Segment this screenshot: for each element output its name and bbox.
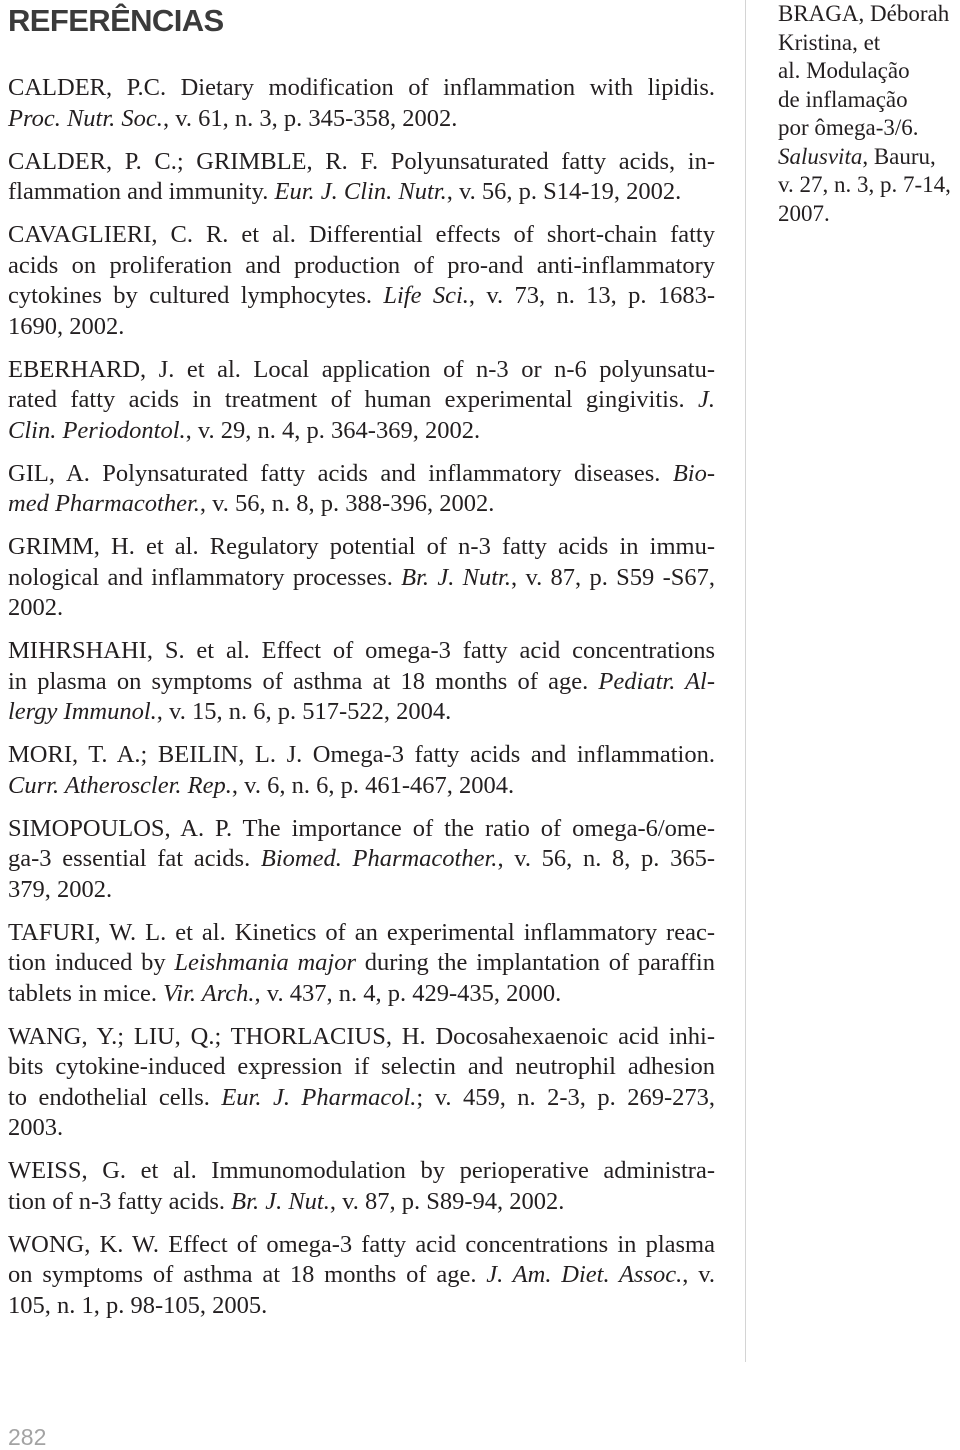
reference-line xyxy=(8,814,715,845)
reference-line xyxy=(8,697,715,728)
text-segment: ga-3 essential fat acids. xyxy=(8,845,261,872)
italic-text: Eur. J. Pharmacol. xyxy=(221,1083,417,1111)
italic-text: med Pharmacother. xyxy=(8,490,200,517)
text-segment: to endothelial cells. xyxy=(8,1083,222,1111)
reference-line xyxy=(8,1291,715,1322)
text-segment: 2003. xyxy=(8,1114,64,1141)
text-segment: flammation and immunity. xyxy=(8,178,275,205)
reference-line xyxy=(8,73,715,104)
reference-line xyxy=(8,177,715,208)
reference-entry xyxy=(8,918,715,1010)
text-segment: EBERHARD, J. et al. Local application of n-3 or n-6 polyunsatu- xyxy=(8,355,715,383)
italic-text: Proc. Nutr. Soc. xyxy=(8,104,163,132)
column-divider xyxy=(745,0,746,1362)
reference-entry xyxy=(8,220,715,342)
text-segment: , v. xyxy=(682,1261,715,1288)
italic-text: J. xyxy=(698,386,715,413)
italic-text: lergy Immunol. xyxy=(8,698,157,725)
text-segment: ; v. 459, n. 2-3, p. 269-273, xyxy=(416,1083,715,1111)
text-segment: , v. 437, n. 4, p. 429-435, 2000. xyxy=(254,979,562,1007)
reference-line xyxy=(8,1052,715,1083)
text-segment: tablets in mice. xyxy=(8,979,164,1007)
reference-entry xyxy=(8,73,715,134)
text-segment: rated fatty acids in treatment of human experimental gingivitis. xyxy=(8,386,698,413)
text-segment: BRAGA, Déborah xyxy=(778,1,950,26)
italic-text: Bio- xyxy=(672,459,715,487)
text-segment: , v. 56, n. 8, p. 388-396, 2002. xyxy=(199,490,495,517)
reference-entry xyxy=(8,1156,715,1217)
citation-line xyxy=(778,57,958,86)
italic-text: Vir. Arch. xyxy=(163,979,255,1007)
citation-line xyxy=(778,171,958,200)
text-segment: 2007. xyxy=(778,200,830,226)
text-segment: on symptoms of asthma at 18 months of age. xyxy=(8,1261,487,1288)
reference-entry xyxy=(8,355,715,447)
reference-line xyxy=(8,251,715,282)
citation-line xyxy=(778,200,958,229)
reference-entry xyxy=(8,1022,715,1144)
text-segment: al. Modulação xyxy=(778,58,910,83)
text-segment: tion of n-3 fatty acids. xyxy=(8,1187,232,1215)
text-segment: , Bauru, xyxy=(862,143,936,169)
reference-line xyxy=(8,385,715,416)
text-segment: WONG, K. W. Effect of omega-3 fatty acid concentrations in plasma xyxy=(8,1230,715,1258)
citation-sidebar xyxy=(778,0,958,228)
text-segment: 105, n. 1, p. 98-105, 2005. xyxy=(8,1291,268,1319)
text-segment: GRIMM, H. et al. Regulatory potential of n-3 fatty acids in immu- xyxy=(8,533,715,560)
reference-line xyxy=(8,1156,715,1187)
reference-line xyxy=(8,636,715,667)
text-segment: tion induced by xyxy=(8,949,175,976)
reference-line xyxy=(8,1083,715,1114)
text-segment: Kristina, et xyxy=(778,29,881,55)
reference-line xyxy=(8,220,715,251)
text-segment: de inflamação xyxy=(778,86,908,112)
citation-line xyxy=(778,86,958,115)
reference-entry xyxy=(8,814,715,906)
text-segment: nological and inflammatory processes. xyxy=(8,563,402,591)
reference-line xyxy=(8,771,715,802)
reference-list xyxy=(8,73,715,1334)
text-segment: v. 27, n. 3, p. 7-14, xyxy=(778,172,951,197)
text-segment: during the implantation of paraffin xyxy=(356,949,715,976)
reference-entry xyxy=(8,147,715,208)
text-segment: 1690, 2002. xyxy=(8,312,125,340)
reference-line xyxy=(8,979,715,1010)
italic-text: Curr. Atheroscler. Rep. xyxy=(8,771,232,799)
text-segment: CALDER, P. C.; GRIMBLE, R. F. Polyunsaturated fatty acids, in- xyxy=(8,147,715,175)
page-title: REFERÊNCIAS xyxy=(8,3,224,38)
text-segment: 2002. xyxy=(8,594,64,621)
citation-line xyxy=(778,0,958,29)
text-segment: WANG, Y.; LIU, Q.; THORLACIUS, H. Docosahexaenoic acid inhi- xyxy=(8,1022,715,1050)
italic-text: Pediatr. Al- xyxy=(598,667,715,695)
reference-line xyxy=(8,1260,715,1291)
citation-line xyxy=(778,114,958,143)
reference-line xyxy=(8,740,715,771)
text-segment: , v. 87, p. S89-94, 2002. xyxy=(329,1187,565,1215)
italic-text: Br. J. Nut. xyxy=(231,1187,330,1215)
text-segment: , v. 56, p. S14-19, 2002. xyxy=(446,178,682,205)
reference-entry xyxy=(8,740,715,801)
text-segment: MORI, T. A.; BEILIN, L. J. Omega-3 fatty acids and inflammation. xyxy=(8,741,715,768)
reference-entry xyxy=(8,532,715,624)
reference-line xyxy=(8,875,715,906)
text-segment: cytokines by cultured lymphocytes. xyxy=(8,282,384,309)
text-segment: , v. 61, n. 3, p. 345-358, 2002. xyxy=(162,104,458,132)
text-segment: , v. 56, n. 8, p. 365- xyxy=(497,845,715,872)
reference-line xyxy=(8,147,715,178)
italic-text: Br. J. Nutr. xyxy=(401,563,512,591)
reference-line xyxy=(8,1113,715,1144)
reference-line xyxy=(8,948,715,979)
reference-line xyxy=(8,1022,715,1053)
text-segment: , v. 15, n. 6, p. 517-522, 2004. xyxy=(156,698,452,725)
reference-line xyxy=(8,532,715,563)
reference-line xyxy=(8,104,715,135)
italic-text: Life Sci. xyxy=(383,282,469,309)
citation-line xyxy=(778,29,958,58)
reference-entry xyxy=(8,459,715,520)
reference-line xyxy=(8,593,715,624)
reference-line xyxy=(8,281,715,312)
page-number: 282 xyxy=(8,1424,47,1450)
text-segment: acids on proliferation and production of pro-and anti-inflammatory xyxy=(8,251,715,279)
text-segment: TAFURI, W. L. et al. Kinetics of an experimental inflammatory reac- xyxy=(8,918,715,946)
text-segment: , v. 87, p. S59 -S67, xyxy=(511,563,715,591)
text-segment: , v. 73, n. 13, p. 1683- xyxy=(468,282,716,309)
reference-line xyxy=(8,667,715,698)
reference-line xyxy=(8,312,715,343)
italic-text: Eur. J. Clin. Nutr. xyxy=(274,178,447,205)
reference-line xyxy=(8,1230,715,1261)
text-segment: GIL, A. Polynsaturated fatty acids and inflammatory diseases. xyxy=(8,459,673,487)
italic-text: Leishmania major xyxy=(174,949,357,976)
italic-text: Clin. Periodontol. xyxy=(8,416,186,444)
citation-line xyxy=(778,143,958,172)
italic-text: Biomed. Pharmacother. xyxy=(260,845,498,872)
reference-line xyxy=(8,416,715,447)
text-segment: WEISS, G. et al. Immunomodulation by perioperative administra- xyxy=(8,1157,715,1184)
text-segment: in plasma on symptoms of asthma at 18 months of age. xyxy=(8,667,599,695)
reference-line xyxy=(8,459,715,490)
italic-text: J. Am. Diet. Assoc. xyxy=(486,1261,683,1288)
text-segment: por ômega-3/6. xyxy=(778,115,919,140)
italic-text: Salusvita xyxy=(778,143,863,169)
text-segment: SIMOPOULOS, A. P. The importance of the ratio of omega-6/ome- xyxy=(8,814,715,842)
text-segment: CAVAGLIERI, C. R. et al. Differential effects of short-chain fatty xyxy=(8,221,715,248)
reference-line xyxy=(8,918,715,949)
reference-line xyxy=(8,563,715,594)
text-segment: 379, 2002. xyxy=(8,875,113,903)
reference-line xyxy=(8,1187,715,1218)
text-segment: bits cytokine-induced expression if selectin and neutrophil adhesion xyxy=(8,1053,715,1080)
reference-entry xyxy=(8,1230,715,1322)
reference-line xyxy=(8,355,715,386)
text-segment: , v. 6, n. 6, p. 461-467, 2004. xyxy=(231,771,515,799)
reference-line xyxy=(8,489,715,520)
reference-line xyxy=(8,844,715,875)
reference-entry xyxy=(8,636,715,728)
text-segment: , v. 29, n. 4, p. 364-369, 2002. xyxy=(185,416,481,444)
text-segment: CALDER, P.C. Dietary modification of inflammation with lipidis. xyxy=(8,74,715,101)
text-segment: MIHRSHAHI, S. et al. Effect of omega-3 fatty acid concentrations xyxy=(8,637,715,664)
